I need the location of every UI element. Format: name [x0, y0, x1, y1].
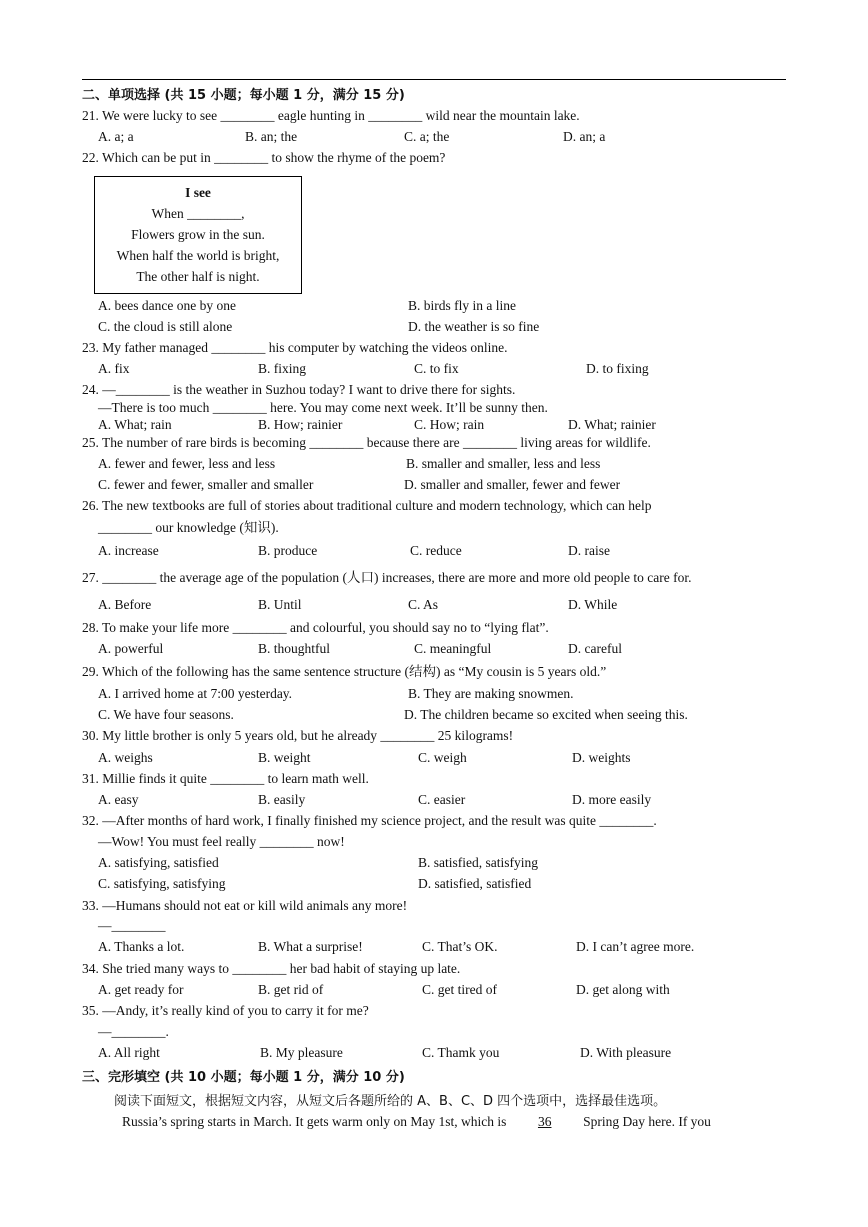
- q33-option-b: B. What a surprise!: [258, 939, 363, 954]
- q29-option-a: A. I arrived home at 7:00 yesterday.: [98, 686, 293, 701]
- q30-option-b: B. weight: [258, 750, 311, 765]
- q26-stem: 26. The new textbooks are full of stories about traditional culture and modern technology, which can help: [82, 498, 652, 513]
- q32-option-d: D. satisfied, satisfied: [418, 876, 532, 891]
- q32-option-b: B. satisfied, satisfying: [418, 855, 538, 870]
- passage-text-cont: Spring Day here. If you: [583, 1114, 711, 1129]
- q21-stem: 21. We were lucky to see ________ eagle hunting in ________ wild near the mountain lake.: [82, 108, 580, 123]
- q27-option-d: D. While: [568, 597, 618, 612]
- q28-option-b: B. thoughtful: [258, 641, 331, 656]
- q31-option-a: A. easy: [98, 792, 139, 807]
- q26-option-d: D. raise: [568, 543, 610, 558]
- q21-option-d: D. an; a: [563, 129, 606, 144]
- q28-option-c: C. meaningful: [414, 641, 492, 656]
- q32-stem-reply: —Wow! You must feel really ________ now!: [98, 834, 345, 849]
- q25-stem: 25. The number of rare birds is becoming ________ because there are ________ living areas for wildlife.: [82, 435, 651, 450]
- q33-stem: 33. —Humans should not eat or kill wild animals any more!: [82, 898, 408, 913]
- q29-option-c: C. We have four seasons.: [98, 707, 234, 722]
- q24-option-d: D. What; rainier: [568, 417, 656, 432]
- q23-option-b: B. fixing: [258, 361, 307, 376]
- q28-stem: 28. To make your life more ________ and colourful, you should say no to “lying flat”.: [82, 620, 549, 635]
- q33-stem-reply: —________: [98, 918, 166, 933]
- passage-line: [122, 1114, 711, 1130]
- q33-option-a: A. Thanks a lot.: [98, 939, 185, 954]
- q25-option-a: A. fewer and fewer, less and less: [98, 456, 276, 471]
- q34-option-b: B. get rid of: [258, 982, 324, 997]
- q22-option-d: D. the weather is so fine: [408, 319, 540, 334]
- q29-stem: 29. Which of the following has the same sentence structure (结构) as “My cousin is 5 years old.”: [82, 664, 607, 679]
- q25-option-b: B. smaller and smaller, less and less: [406, 456, 601, 471]
- q34-option-a: A. get ready for: [98, 982, 184, 997]
- q22-option-b: B. birds fly in a line: [408, 298, 516, 313]
- q35-option-b: B. My pleasure: [260, 1045, 343, 1060]
- poem-line: When half the world is bright,: [116, 248, 280, 263]
- section3-instruction: 阅读下面短文，根据短文内容，从短文后各题所给的 A、B、C、D 四个选项中，选择最佳选项。: [114, 1094, 667, 1109]
- q23-option-a: A. fix: [98, 361, 130, 376]
- q27-option-a: A. Before: [98, 597, 152, 612]
- blank-36: 36: [537, 1114, 552, 1129]
- q35-stem-reply: —________.: [98, 1024, 169, 1039]
- q26-option-b: B. produce: [258, 543, 318, 558]
- q30-option-d: D. weights: [572, 750, 631, 765]
- q27-option-c: C. As: [408, 597, 439, 612]
- q28-option-d: D. careful: [568, 641, 622, 656]
- q22-option-a: A. bees dance one by one: [98, 298, 236, 313]
- q24-stem: 24. —________ is the weather in Suzhou today? I want to drive there for sights.: [82, 382, 516, 397]
- q32-option-c: C. satisfying, satisfying: [98, 876, 226, 891]
- q22-stem: 22. Which can be put in ________ to show the rhyme of the poem?: [82, 150, 446, 165]
- q31-stem: 31. Millie finds it quite ________ to learn math well.: [82, 771, 369, 786]
- q26-option-c: C. reduce: [410, 543, 462, 558]
- q32-stem: 32. —After months of hard work, I finally finished my science project, and the result was quite ________.: [82, 813, 657, 828]
- q26-option-a: A. increase: [98, 543, 159, 558]
- q22-option-c: C. the cloud is still alone: [98, 319, 233, 334]
- q34-option-d: D. get along with: [576, 982, 670, 997]
- poem-title: I see: [185, 185, 211, 200]
- q24-option-a: A. What; rain: [98, 417, 172, 432]
- poem-line: When ________,: [151, 206, 245, 221]
- section2-heading: 二、单项选择 (共 15 小题；每小题 1 分，满分 15 分): [82, 88, 405, 103]
- poem-box: [94, 176, 302, 294]
- q21-option-a: A. a; a: [98, 129, 134, 144]
- q25-option-d: D. smaller and smaller, fewer and fewer: [404, 477, 621, 492]
- q24-option-c: C. How; rain: [414, 417, 485, 432]
- q30-option-a: A. weighs: [98, 750, 153, 765]
- q28-option-a: A. powerful: [98, 641, 164, 656]
- q33-option-d: D. I can’t agree more.: [576, 939, 695, 954]
- section3-heading: 三、完形填空 (共 10 小题；每小题 1 分，满分 10 分): [82, 1070, 405, 1085]
- q35-option-d: D. With pleasure: [580, 1045, 672, 1060]
- q25-option-c: C. fewer and fewer, smaller and smaller: [98, 477, 314, 492]
- passage-text: Russia’s spring starts in March. It gets warm only on May 1st, which is: [122, 1114, 507, 1129]
- q23-stem: 23. My father managed ________ his computer by watching the videos online.: [82, 340, 508, 355]
- q27-option-b: B. Until: [258, 597, 302, 612]
- poem-line: Flowers grow in the sun.: [131, 227, 265, 242]
- q35-stem: 35. —Andy, it’s really kind of you to carry it for me?: [82, 1003, 369, 1018]
- q35-option-c: C. Thamk you: [422, 1045, 500, 1060]
- q21-option-c: C. a; the: [404, 129, 450, 144]
- q30-stem: 30. My little brother is only 5 years old, but he already ________ 25 kilograms!: [82, 728, 514, 743]
- q33-option-c: C. That’s OK.: [422, 939, 498, 954]
- top-rule: [82, 79, 786, 80]
- q29-option-b: B. They are making snowmen.: [408, 686, 574, 701]
- q31-option-b: B. easily: [258, 792, 306, 807]
- poem-line: The other half is night.: [136, 269, 260, 284]
- q24-option-b: B. How; rainier: [258, 417, 343, 432]
- q26-stem-cont: ________ our knowledge (知识).: [98, 520, 279, 535]
- q24-stem-reply: —There is too much ________ here. You may come next week. It’ll be sunny then.: [98, 400, 548, 415]
- q31-option-c: C. easier: [418, 792, 466, 807]
- q31-option-d: D. more easily: [572, 792, 652, 807]
- q30-option-c: C. weigh: [418, 750, 467, 765]
- q34-option-c: C. get tired of: [422, 982, 497, 997]
- q32-option-a: A. satisfying, satisfied: [98, 855, 219, 870]
- q23-option-d: D. to fixing: [586, 361, 649, 376]
- q21-option-b: B. an; the: [245, 129, 298, 144]
- q34-stem: 34. She tried many ways to ________ her bad habit of staying up late.: [82, 961, 461, 976]
- q35-option-a: A. All right: [98, 1045, 160, 1060]
- q27-stem: 27. ________ the average age of the population (人口) increases, there are more and more old people to care for.: [82, 570, 692, 585]
- q29-option-d: D. The children became so excited when seeing this.: [404, 707, 688, 722]
- q23-option-c: C. to fix: [414, 361, 459, 376]
